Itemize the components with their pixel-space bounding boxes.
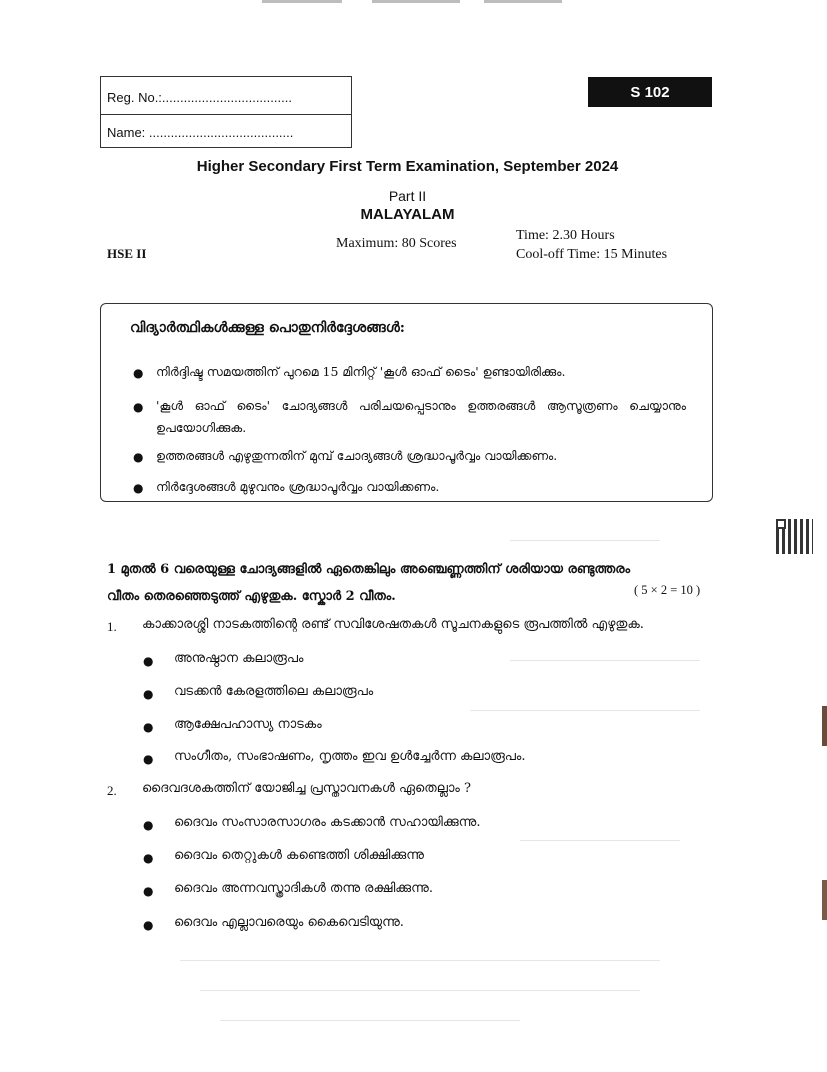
scan-edge-mark xyxy=(822,706,827,746)
time-info xyxy=(516,226,667,264)
show-through-line xyxy=(470,710,700,711)
show-through-line xyxy=(220,1020,520,1021)
show-through-line xyxy=(200,990,640,991)
scan-mark-top-1 xyxy=(262,0,342,3)
option-item: സംഗീതം, സംഭാഷണം, നൃത്തം ഇവ ഉൾച്ചേർന്ന കലാരൂപം. xyxy=(174,749,526,764)
bullet-icon: ● xyxy=(143,654,154,668)
qr-code-icon xyxy=(776,519,813,554)
paper-code-badge: S 102 xyxy=(588,77,712,107)
bullet-icon: ● xyxy=(143,884,154,898)
scan-mark-top-2 xyxy=(372,0,460,3)
instruction-item: 'കൂൾ ഓഫ് ടൈം' ചോദ്യങ്ങൾ പരിചയപ്പെടാനും ഉത്തരങ്ങൾ ആസൂത്രണം ചെയ്യാനും ഉപയോഗിക്കുക. xyxy=(156,398,686,435)
bullet-icon: ● xyxy=(133,450,144,464)
bullet-icon: ● xyxy=(143,720,154,734)
instruction-item: നിർദ്ദിഷ്ട സമയത്തിന് പുറമെ 15 മിനിറ്റ് 'കൂൾ ഓഫ് ടൈം' ഉണ്ടായിരിക്കും. xyxy=(156,364,566,379)
part-label: Part II xyxy=(388,188,427,204)
cool-off-label: Cool-off Time: 15 Minutes xyxy=(516,247,668,262)
bullet-icon: ● xyxy=(143,851,154,865)
show-through-line xyxy=(510,540,660,541)
question-text: ദൈവദശകത്തിന് യോജിച്ച പ്രസ്താവനകൾ ഏതെല്ലാം ? xyxy=(142,781,471,796)
reg-no-field: Reg. No.:.................................... xyxy=(107,90,292,105)
show-through-line xyxy=(180,960,660,961)
registration-box xyxy=(100,76,352,148)
question-number: 2. xyxy=(107,783,117,798)
bullet-icon: ● xyxy=(133,366,144,380)
option-item: ദൈവം എല്ലാവരെയും കൈവെടിയുന്നു. xyxy=(174,915,404,930)
instruction-item: ഉത്തരങ്ങൾ എഴുതുന്നതിന് മുമ്പ് ചോദ്യങ്ങൾ ശ്രദ്ധാപൂർവ്വം വായിക്കണം. xyxy=(156,448,558,463)
option-item: അനുഷ്ഠാന കലാരൂപം xyxy=(174,651,304,666)
bullet-icon: ● xyxy=(133,400,144,414)
show-through-line xyxy=(510,660,700,661)
bullet-icon: ● xyxy=(133,481,144,495)
level-label: HSE II xyxy=(107,246,147,261)
bullet-icon: ● xyxy=(143,752,154,766)
option-item: വടക്കൻ കേരളത്തിലെ കലാരൂപം xyxy=(174,684,374,699)
exam-title: Higher Secondary First Term Examination, September 2024 xyxy=(196,158,619,175)
scan-edge-mark xyxy=(822,880,827,920)
scan-mark-top-3 xyxy=(484,0,562,3)
bullet-icon: ● xyxy=(143,918,154,932)
section-marks: ( 5 × 2 = 10 ) xyxy=(634,583,701,597)
bullet-icon: ● xyxy=(143,687,154,701)
instructions-heading: വിദ്യാർത്ഥികൾക്കുള്ള പൊതുനിർദ്ദേശങ്ങൾ: xyxy=(130,320,405,336)
time-label: Time: 2.30 Hours xyxy=(516,228,615,243)
section-intro-line: വീതം തെരഞ്ഞെടുത്ത് എഴുതുക. സ്കോർ 2 വീതം. xyxy=(107,589,396,604)
option-item: ദൈവം തെറ്റുകൾ കണ്ടെത്തി ശിക്ഷിക്കുന്നു xyxy=(174,848,424,863)
option-item: ആക്ഷേപഹാസ്യ നാടകം xyxy=(174,717,322,732)
name-field: Name: ........................................ xyxy=(107,125,294,140)
subject-title: MALAYALAM xyxy=(360,206,455,223)
option-item: ദൈവം അന്നവസ്ത്രാദികൾ തന്നു രക്ഷിക്കുന്നു. xyxy=(174,881,433,896)
question-number: 1. xyxy=(107,619,117,634)
show-through-line xyxy=(520,840,680,841)
instruction-item: നിർദ്ദേശങ്ങൾ മുഴുവനും ശ്രദ്ധാപൂർവ്വം വായിക്കണം. xyxy=(156,479,440,494)
max-score: Maximum: 80 Scores xyxy=(336,236,457,251)
option-item: ദൈവം സംസാരസാഗരം കടക്കാൻ സഹായിക്കുന്നു. xyxy=(174,815,481,830)
section-intro-line: 1 മുതൽ 6 വരെയുള്ള ചോദ്യങ്ങളിൽ ഏതെങ്കിലും അഞ്ചെണ്ണത്തിന് ശരിയായ രണ്ടുത്തരം xyxy=(107,562,631,577)
question-text: കാക്കാരശ്ശി നാടകത്തിന്റെ രണ്ട് സവിശേഷതകൾ സൂചനകളുടെ രൂപത്തിൽ എഴുതുക. xyxy=(142,617,644,632)
bullet-icon: ● xyxy=(143,818,154,832)
